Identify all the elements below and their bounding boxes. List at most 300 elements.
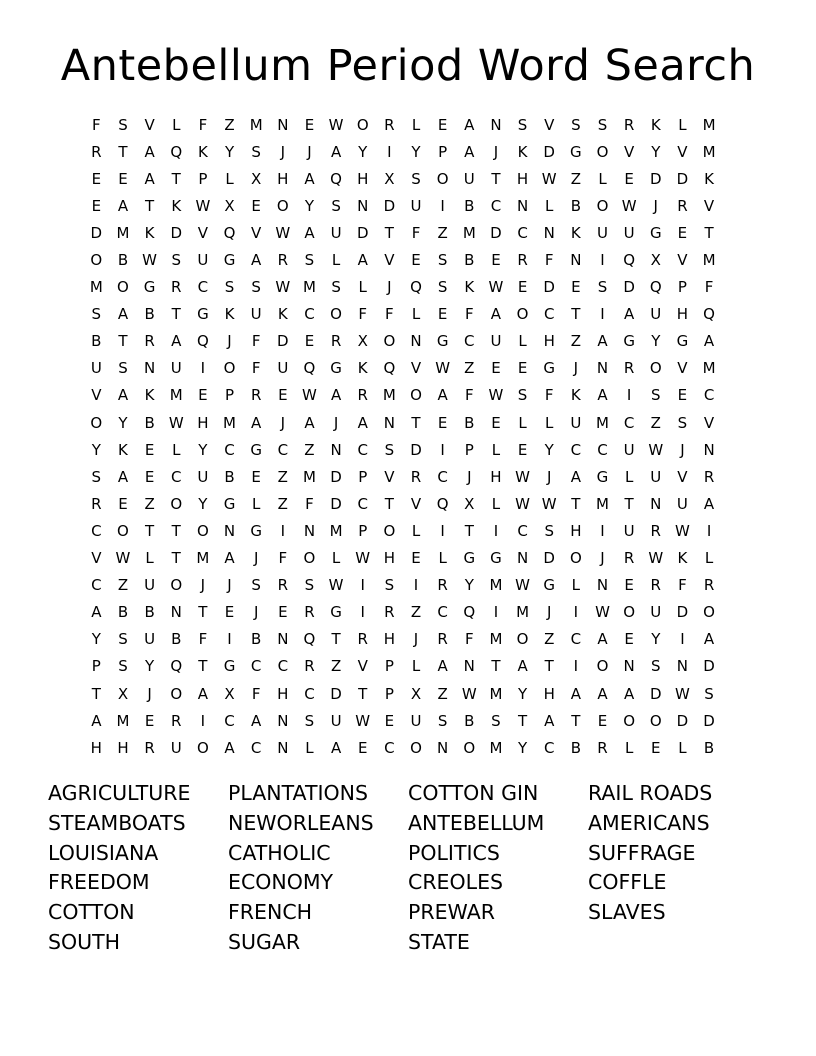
grid-letter: I: [680, 630, 685, 649]
grid-letter: I: [493, 521, 499, 540]
grid-letter: N: [277, 630, 289, 649]
grid-letter: J: [253, 549, 259, 568]
grid-letter: A: [597, 684, 608, 703]
grid-letter: Y: [651, 142, 661, 161]
grid-letter: P: [358, 521, 368, 540]
grid-letter: S: [651, 657, 661, 676]
grid-letter: B: [144, 305, 155, 324]
grid-letter: Y: [198, 440, 208, 459]
grid-letter: M: [516, 603, 530, 622]
grid-letter: B: [144, 413, 155, 432]
grid-letter: Q: [196, 332, 209, 351]
grid-letter: O: [569, 549, 582, 568]
grid-letter: J: [413, 630, 419, 649]
grid-letter: U: [623, 223, 635, 242]
grid-letter: Q: [649, 278, 662, 297]
grid-letter: X: [384, 169, 395, 188]
grid-letter: K: [677, 549, 688, 568]
grid-letter: O: [90, 251, 103, 270]
grid-letter: N: [516, 549, 529, 568]
grid-letter: K: [517, 142, 528, 161]
grid-letter: S: [224, 278, 235, 297]
grid-letter: Z: [650, 413, 661, 432]
grid-letter: O: [596, 196, 609, 215]
grid-letter: B: [171, 630, 182, 649]
grid-letter: C: [623, 413, 635, 432]
grid-letter: A: [304, 223, 315, 242]
word-list-item: FREEDOM: [48, 870, 150, 895]
grid-letter: U: [623, 440, 635, 459]
grid-letter: N: [170, 603, 182, 622]
grid-letter: I: [360, 603, 365, 622]
grid-letter: S: [331, 278, 341, 297]
grid-letter: T: [491, 169, 501, 188]
grid-letter: M: [196, 549, 210, 568]
grid-letter: Z: [304, 440, 315, 459]
grid-letter: A: [544, 711, 555, 730]
word-list-item: COTTON GIN: [408, 781, 539, 805]
grid-letter: H: [90, 738, 102, 757]
grid-letter: H: [570, 521, 582, 540]
grid-letter: Q: [410, 278, 422, 297]
grid-letter: C: [543, 305, 555, 324]
grid-letter: G: [570, 142, 582, 161]
grid-letter: L: [624, 467, 634, 486]
grid-letter: N: [357, 196, 369, 215]
grid-letter: Z: [570, 332, 581, 351]
grid-letter: W: [435, 359, 451, 378]
grid-letter: M: [116, 711, 130, 730]
grid-letter: A: [144, 169, 155, 188]
grid-letter: W: [328, 115, 344, 134]
grid-letter: R: [623, 115, 635, 134]
grid-letter: E: [677, 223, 688, 242]
grid-letter: J: [307, 142, 312, 161]
grid-letter: J: [653, 196, 658, 215]
grid-letter: F: [198, 630, 208, 649]
grid-letter: E: [651, 738, 661, 757]
grid-letter: T: [384, 223, 394, 242]
grid-letter: S: [491, 711, 501, 730]
grid-letter: E: [91, 196, 102, 215]
grid-letter: O: [463, 738, 476, 757]
grid-letter: V: [703, 196, 715, 215]
grid-letter: T: [145, 521, 155, 540]
grid-letter: O: [170, 494, 183, 513]
grid-letter: A: [117, 386, 129, 405]
grid-letter: R: [703, 576, 715, 595]
grid-letter: T: [171, 169, 181, 188]
grid-letter: R: [304, 603, 315, 622]
grid-letter: T: [491, 657, 501, 676]
grid-letter: X: [224, 684, 235, 703]
grid-letter: M: [596, 494, 609, 513]
grid-letter: Z: [224, 115, 235, 134]
grid-letter: T: [624, 494, 634, 513]
grid-letter: R: [384, 603, 395, 622]
word-list-item: COTTON: [48, 900, 135, 925]
grid-letter: S: [251, 278, 261, 297]
word-list-item: ANTEBELLUM: [408, 810, 545, 835]
grid-letter: E: [571, 278, 581, 297]
grid-letter: R: [171, 711, 182, 730]
grid-letter: X: [410, 684, 422, 703]
grid-letter: U: [144, 630, 156, 649]
word-list-item: FRENCH: [228, 900, 313, 925]
grid-letter: R: [597, 738, 608, 757]
grid-letter: A: [144, 142, 155, 161]
grid-letter: A: [624, 684, 635, 703]
grid-letter: R: [144, 332, 155, 351]
grid-letter: Y: [464, 576, 474, 595]
grid-letter: S: [384, 440, 395, 459]
grid-letter: C: [517, 521, 528, 540]
grid-letter: I: [440, 521, 445, 540]
grid-letter: Q: [330, 169, 342, 188]
grid-letter: O: [117, 521, 129, 540]
grid-letter: X: [224, 196, 235, 215]
grid-letter: R: [357, 386, 368, 405]
grid-letter: A: [624, 305, 635, 324]
grid-letter: A: [251, 251, 262, 270]
grid-letter: R: [171, 278, 182, 297]
grid-letter: N: [703, 440, 715, 459]
grid-letter: H: [543, 684, 555, 703]
grid-letter: S: [411, 169, 421, 188]
grid-letter: R: [144, 738, 155, 757]
grid-letter: N: [676, 657, 689, 676]
grid-letter: T: [145, 196, 155, 215]
grid-letter: S: [597, 278, 608, 297]
grid-letter: V: [91, 549, 102, 568]
grid-letter: R: [650, 576, 661, 595]
grid-letter: Z: [410, 603, 422, 622]
grid-letter: C: [543, 738, 555, 757]
grid-letter: N: [463, 657, 475, 676]
grid-letter: U: [410, 196, 422, 215]
grid-letter: Z: [544, 630, 555, 649]
grid-letter: K: [464, 278, 475, 297]
grid-letter: S: [331, 196, 341, 215]
grid-letter: K: [570, 223, 581, 242]
grid-letter: W: [328, 576, 344, 595]
grid-letter: N: [143, 359, 156, 378]
grid-letter: S: [118, 630, 128, 649]
grid-letter: Z: [437, 684, 448, 703]
grid-letter: C: [437, 467, 448, 486]
grid-letter: V: [703, 413, 715, 432]
grid-letter: S: [437, 278, 448, 297]
grid-letter: U: [650, 603, 662, 622]
grid-letter: M: [169, 386, 183, 405]
grid-letter: E: [251, 467, 261, 486]
grid-letter: C: [250, 657, 262, 676]
grid-letter: J: [200, 576, 206, 595]
grid-letter: O: [410, 386, 422, 405]
grid-letter: D: [356, 223, 369, 242]
grid-letter: L: [331, 549, 341, 568]
grid-letter: Y: [651, 332, 661, 351]
grid-letter: T: [517, 711, 528, 730]
grid-letter: V: [677, 251, 688, 270]
grid-letter: D: [676, 603, 689, 622]
grid-letter: C: [197, 278, 209, 297]
grid-letter: M: [382, 386, 396, 405]
grid-letter: U: [330, 711, 342, 730]
grid-letter: G: [676, 332, 689, 351]
grid-letter: D: [703, 657, 715, 676]
grid-letter: Y: [358, 142, 368, 161]
grid-letter: K: [650, 115, 661, 134]
grid-letter: Q: [170, 142, 183, 161]
grid-letter: W: [515, 576, 530, 595]
grid-letter: G: [596, 467, 609, 486]
grid-letter: K: [570, 386, 581, 405]
grid-letter: O: [516, 305, 529, 324]
grid-letter: I: [706, 521, 712, 540]
grid-letter: J: [147, 684, 152, 703]
grid-letter: R: [304, 657, 315, 676]
grid-letter: P: [464, 440, 474, 459]
grid-letter: M: [462, 223, 476, 242]
grid-letter: N: [596, 359, 609, 378]
grid-letter: F: [464, 630, 474, 649]
grid-letter: P: [358, 467, 368, 486]
grid-letter: Q: [703, 305, 715, 324]
grid-letter: W: [168, 413, 184, 432]
grid-letter: M: [596, 413, 609, 432]
word-list-item: ECONOMY: [228, 870, 334, 895]
grid-letter: L: [624, 738, 634, 757]
grid-letter: L: [172, 115, 181, 134]
grid-letter: Z: [277, 467, 288, 486]
grid-letter: O: [649, 359, 662, 378]
grid-letter: C: [224, 440, 235, 459]
grid-letter: R: [623, 359, 635, 378]
grid-letter: T: [171, 521, 181, 540]
grid-letter: H: [490, 467, 502, 486]
grid-letter: T: [358, 684, 368, 703]
grid-letter: U: [676, 494, 688, 513]
grid-letter: G: [490, 549, 502, 568]
grid-letter: H: [277, 684, 289, 703]
grid-letter: T: [571, 305, 581, 324]
grid-letter: F: [464, 305, 474, 324]
grid-letter: T: [198, 657, 208, 676]
grid-letter: Y: [91, 630, 101, 649]
grid-letter: F: [358, 305, 368, 324]
grid-letter: T: [118, 332, 128, 351]
grid-letter: N: [303, 521, 316, 540]
word-list-item: STATE: [408, 929, 470, 954]
grid-letter: E: [91, 169, 102, 188]
grid-letter: P: [438, 142, 448, 161]
grid-letter: V: [677, 359, 688, 378]
grid-letter: C: [464, 332, 475, 351]
grid-letter: S: [384, 576, 395, 595]
grid-letter: A: [570, 684, 581, 703]
grid-letter: N: [543, 223, 555, 242]
grid-letter: I: [387, 142, 392, 161]
grid-letter: L: [225, 169, 234, 188]
grid-letter: L: [598, 169, 607, 188]
grid-letter: S: [651, 386, 661, 405]
grid-letter: V: [144, 115, 155, 134]
grid-letter: L: [678, 738, 687, 757]
grid-letter: A: [437, 657, 448, 676]
grid-letter: N: [570, 251, 582, 270]
grid-letter: E: [437, 115, 448, 134]
grid-letter: N: [330, 440, 342, 459]
grid-letter: J: [227, 332, 232, 351]
grid-letter: A: [330, 386, 342, 405]
grid-letter: J: [387, 278, 392, 297]
grid-letter: G: [250, 521, 262, 540]
grid-letter: B: [144, 603, 155, 622]
grid-letter: O: [436, 169, 449, 188]
grid-letter: A: [597, 332, 608, 351]
grid-letter: W: [515, 494, 530, 513]
grid-letter: A: [330, 738, 342, 757]
word-list-item: CREOLES: [408, 870, 504, 895]
grid-letter: I: [600, 305, 605, 324]
grid-letter: E: [411, 251, 421, 270]
grid-letter: U: [463, 169, 475, 188]
grid-letter: A: [597, 630, 608, 649]
grid-letter: O: [276, 196, 289, 215]
grid-letter: C: [277, 657, 289, 676]
grid-letter: C: [250, 738, 262, 757]
grid-letter: U: [170, 738, 182, 757]
grid-letter: L: [545, 196, 554, 215]
grid-letter: C: [597, 440, 608, 459]
grid-letter: G: [330, 359, 342, 378]
word-list-item: SLAVES: [588, 900, 666, 925]
grid-letter: J: [280, 413, 286, 432]
grid-letter: K: [171, 196, 182, 215]
grid-letter: U: [197, 467, 209, 486]
grid-letter: D: [277, 332, 289, 351]
grid-letter: D: [543, 142, 555, 161]
grid-letter: G: [623, 332, 635, 351]
grid-letter: A: [597, 386, 608, 405]
grid-letter: Z: [277, 494, 288, 513]
grid-letter: C: [91, 576, 102, 595]
grid-letter: U: [597, 223, 608, 242]
grid-letter: A: [117, 196, 129, 215]
grid-letter: E: [491, 413, 501, 432]
grid-letter: M: [702, 142, 716, 161]
grid-letter: F: [544, 251, 554, 270]
grid-letter: T: [91, 684, 101, 703]
grid-letter: S: [171, 251, 181, 270]
grid-letter: G: [250, 440, 262, 459]
grid-letter: N: [277, 738, 289, 757]
grid-letter: S: [304, 711, 315, 730]
grid-letter: S: [118, 359, 128, 378]
grid-letter: S: [437, 711, 448, 730]
grid-letter: W: [541, 169, 557, 188]
grid-letter: N: [623, 657, 635, 676]
grid-letter: U: [570, 413, 582, 432]
grid-letter: L: [518, 413, 527, 432]
grid-letter: D: [330, 494, 342, 513]
grid-letter: M: [223, 413, 236, 432]
grid-letter: A: [251, 711, 262, 730]
grid-letter: D: [330, 467, 342, 486]
grid-letter: Y: [651, 630, 661, 649]
grid-letter: V: [544, 115, 555, 134]
grid-letter: Q: [383, 359, 396, 378]
grid-letter: L: [491, 440, 501, 459]
grid-letter: E: [411, 549, 421, 568]
grid-letter: W: [674, 521, 690, 540]
grid-letter: O: [623, 711, 636, 730]
grid-letter: J: [546, 603, 552, 622]
grid-letter: H: [383, 549, 395, 568]
grid-letter: C: [304, 305, 315, 324]
grid-letter: T: [411, 413, 421, 432]
grid-letter: F: [198, 115, 208, 134]
grid-letter: E: [491, 359, 501, 378]
grid-letter: I: [626, 386, 632, 405]
grid-letter: C: [171, 467, 182, 486]
grid-letter: D: [703, 711, 715, 730]
grid-letter: R: [677, 196, 688, 215]
grid-letter: H: [357, 169, 369, 188]
grid-letter: B: [224, 467, 235, 486]
grid-letter: H: [516, 169, 529, 188]
grid-letter: D: [543, 278, 555, 297]
grid-letter: Y: [91, 440, 101, 459]
grid-letter: C: [703, 386, 715, 405]
grid-letter: O: [117, 278, 129, 297]
grid-letter: H: [197, 413, 209, 432]
grid-letter: E: [624, 576, 634, 595]
grid-letter: N: [223, 521, 236, 540]
grid-letter: O: [703, 603, 715, 622]
grid-letter: A: [464, 115, 475, 134]
grid-letter: Y: [544, 440, 554, 459]
word-list-item: AMERICANS: [588, 810, 710, 835]
grid-letter: F: [544, 386, 554, 405]
grid-letter: F: [92, 115, 101, 134]
grid-letter: E: [118, 494, 128, 513]
grid-letter: S: [251, 142, 261, 161]
grid-letter: V: [677, 467, 688, 486]
word-list-item: LOUISIANA: [48, 840, 159, 865]
grid-letter: M: [249, 115, 263, 134]
grid-letter: R: [437, 630, 448, 649]
grid-letter: L: [545, 413, 554, 432]
grid-letter: A: [703, 494, 715, 513]
grid-letter: D: [676, 711, 689, 730]
grid-letter: E: [278, 386, 288, 405]
grid-letter: C: [570, 440, 582, 459]
grid-letter: O: [223, 359, 236, 378]
grid-letter: M: [302, 467, 316, 486]
grid-letter: N: [383, 413, 395, 432]
grid-letter: N: [277, 115, 289, 134]
grid-letter: I: [440, 440, 445, 459]
grid-letter: I: [227, 630, 232, 649]
grid-letter: F: [464, 386, 474, 405]
grid-letter: L: [571, 576, 581, 595]
grid-letter: C: [570, 630, 582, 649]
grid-letter: R: [91, 494, 102, 513]
grid-letter: L: [411, 657, 421, 676]
grid-letter: K: [704, 169, 714, 188]
